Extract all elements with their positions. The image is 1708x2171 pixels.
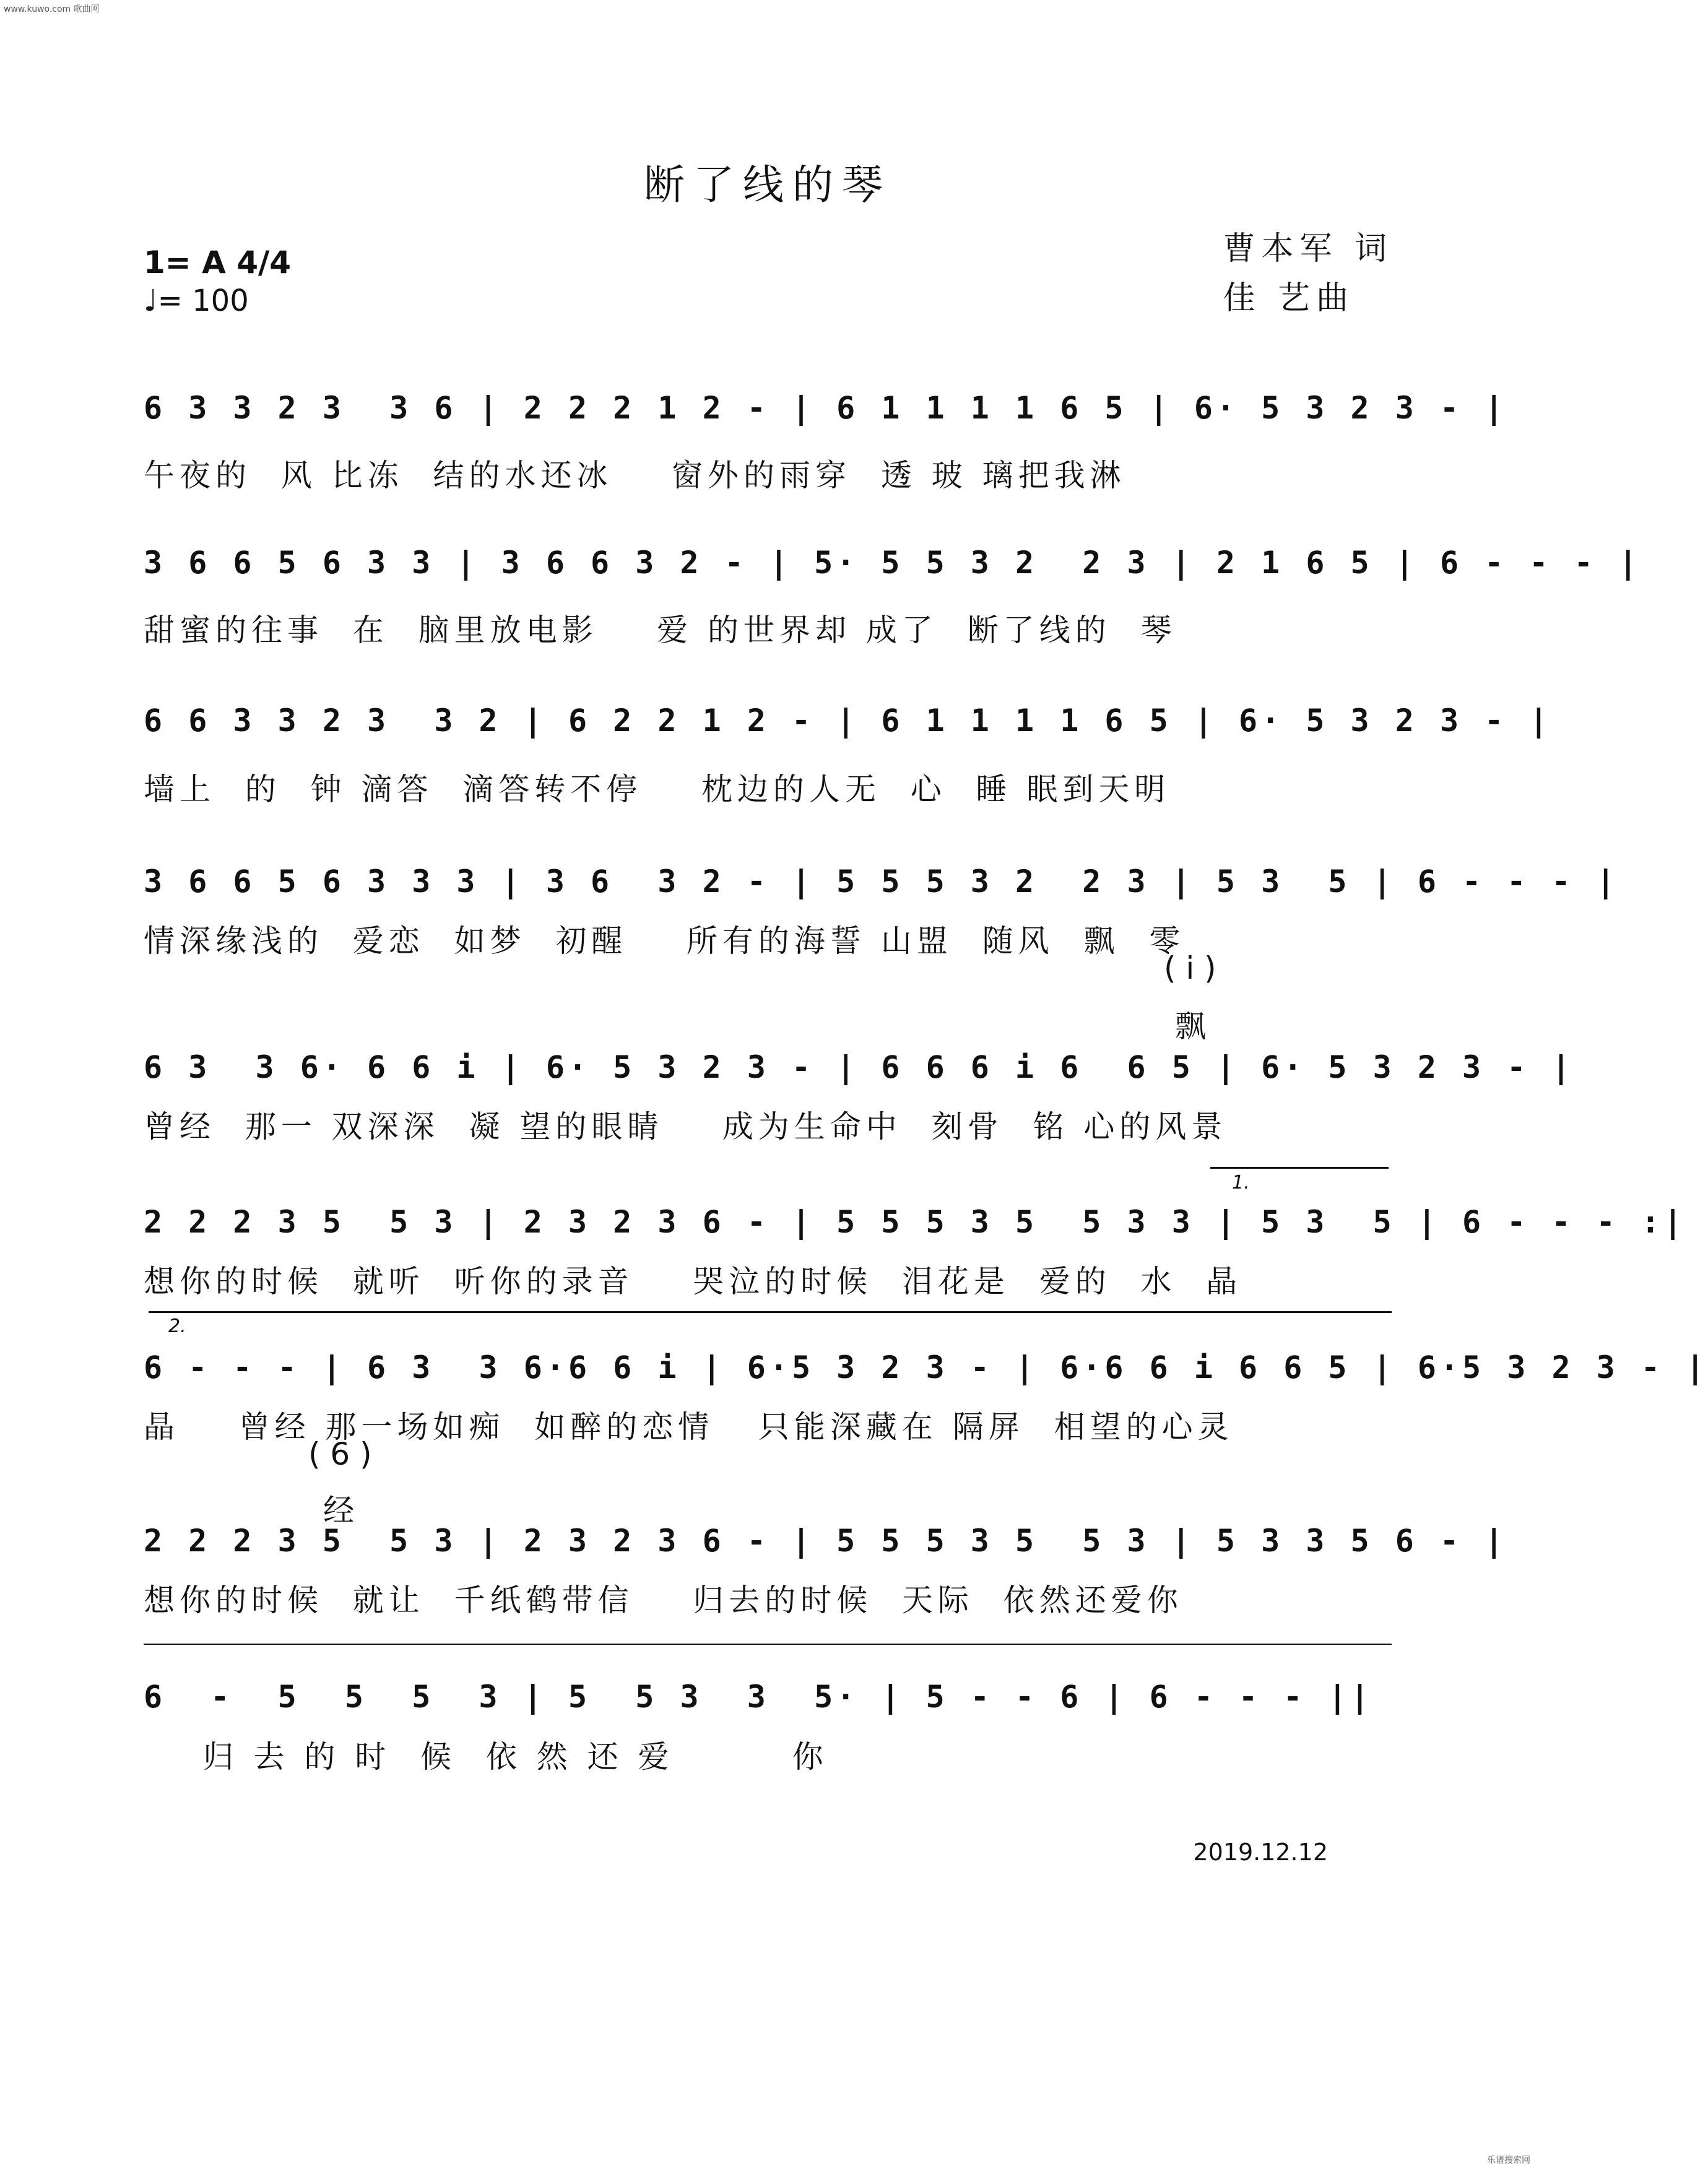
tie-line [144,1644,1392,1645]
corner-watermark-left: www.kuwo.com 歌曲网 [4,4,100,14]
volta-2-label: 2. [168,1315,186,1337]
notation-line-5: 6 3 3 6· 6 6 i | 6· 5 3 2 3 - | 6 6 6 i 6 6 5 | 6· 5 3 2 3 - | [144,1049,1574,1085]
composer: 佳 艺曲 [1223,280,1355,317]
lyrics-line-2: 甜蜜的往事 在 脑里放电影 爱 的世界却 成了 断了线的 琴 [144,612,1177,648]
notation-line-8: 2 2 2 3 5 5 3 | 2 3 2 3 6 - | 5 5 5 3 5 5 3 | 5 3 3 5 6 - | [144,1523,1507,1559]
volta-1-label: 1. [1232,1172,1250,1194]
lyrics-line-8: 想你的时候 就让 千纸鹤带信 归去的时候 天际 依然还爱你 [144,1582,1183,1618]
jing-alt-lyric: 经 [323,1493,354,1528]
volta-1-bracket [1210,1167,1389,1169]
lyricist: 曹本军 词 [1223,230,1393,267]
date: 2019.12.12 [1193,1839,1328,1866]
lyrics-line-4: 情深缘浅的 爱恋 如梦 初醒 所有的海誓 山盟 随风 飘 零 [144,923,1186,959]
piao-alt-lyric: 飘 [1175,1008,1206,1044]
tempo-marking: ♩= 100 [144,284,249,318]
notation-line-2: 3 6 6 5 6 3 3 | 3 6 6 3 2 - | 5· 5 5 3 2 2 3 | 2 1 6 5 | 6 - - - | [144,545,1641,581]
notation-line-6: 2 2 2 3 5 5 3 | 2 3 2 3 6 - | 5 5 5 3 5 5 3 3 | 5 3 5 | 6 - - - :| [144,1204,1686,1240]
lyrics-line-3: 墙上 的 钟 滴答 滴答转不停 枕边的人无 心 睡 眠到天明 [144,771,1171,807]
paren-note-6: ( 6 ) [308,1436,372,1472]
lyrics-line-6: 想你的时候 就听 听你的录音 哭泣的时候 泪花是 爱的 水 晶 [144,1263,1242,1299]
notation-line-9: 6 - 5 5 5 3 | 5 5 3 3 5· | 5 - - 6 | 6 - - - || [144,1679,1373,1715]
volta-2-bracket [149,1311,1392,1313]
corner-watermark-right: 乐谱搜索网 [1487,2156,1530,2165]
paren-note-1: ( i ) [1164,950,1216,986]
notation-line-7: 6 - - - | 6 3 3 6·6 6 i | 6·5 3 2 3 - | 6·6 6 i 6 6 5 | 6·5 3 2 3 - | [144,1350,1708,1385]
lyrics-line-7: 晶 曾经 那一场如痴 如醉的恋情 只能深藏在 隔屏 相望的心灵 [144,1409,1234,1445]
notation-line-4: 3 6 6 5 6 3 3 3 | 3 6 3 2 - | 5 5 5 3 2 2 3 | 5 3 5 | 6 - - - | [144,864,1619,899]
song-title: 断了线的琴 [644,161,891,209]
notation-line-3: 6 6 3 3 2 3 3 2 | 6 2 2 1 2 - | 6 1 1 1 1 6 5 | 6· 5 3 2 3 - | [144,703,1552,739]
lyrics-line-1: 午夜的 风 比冻 结的水还冰 窗外的雨穿 透 玻 璃把我淋 [144,457,1126,493]
lyrics-line-9: 归 去 的 时 候 依 然 还 爱 你 [144,1739,828,1775]
lyrics-line-5: 曾经 那一 双深深 凝 望的眼睛 成为生命中 刻骨 铭 心的风景 [144,1109,1228,1145]
key-signature: 1= A 4/4 [144,245,292,280]
notation-line-1: 6 3 3 2 3 3 6 | 2 2 2 1 2 - | 6 1 1 1 1 6 5 | 6· 5 3 2 3 - | [144,390,1507,426]
credits [1223,224,1393,323]
